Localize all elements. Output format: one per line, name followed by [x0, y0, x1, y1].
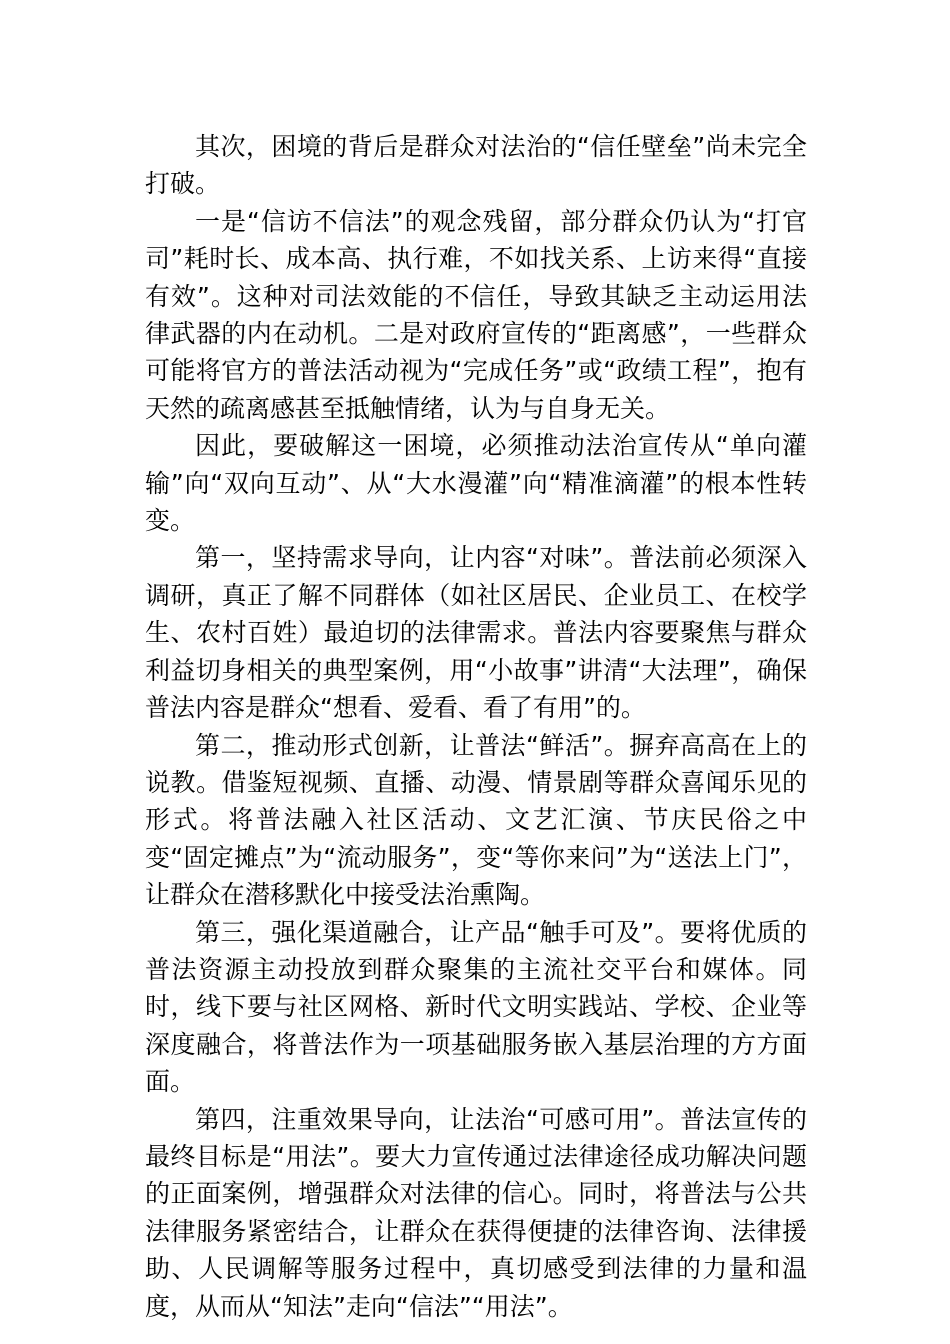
paragraph-second-form: 第二，推动形式创新，让普法“鲜活”。摒弃高高在上的说教。借鉴短视频、直播、动漫、情景剧等群众喜闻乐见的形式。将普法融入社区活动、文艺汇演、节庆民俗之中变“固定摊点”为“流动服务”，变“等你来问”为“送法上门”，让群众在潜移默化中接受法治熏陶。 — [145, 730, 807, 910]
paragraph-fourth-effect: 第四，注重效果导向，让法治“可感可用”。普法宣传的最终目标是“用法”。要大力宣传通过法律途径成功解决问题的正面案例，增强群众对法律的信心。同时，将普法与公共法律服务紧密结合，让群众在获得便捷的法律咨询、法律援助、人民调解等服务过程中，真切感受到法律的力量和温度，从而从“知法”走向“信法”“用法”。 — [145, 1104, 807, 1321]
paragraph-petition-distance: 一是“信访不信法”的观念残留，部分群众仍认为“打官司”耗时长、成本高、执行难，不如找关系、上访来得“直接有效”。这种对司法效能的不信任，导致其缺乏主动运用法律武器的内在动机。二是对政府宣传的“距离感”，一些群众可能将官方的普法活动视为“完成任务”或“政绩工程”，抱有天然的疏离感甚至抵触情绪，认为与自身无关。 — [145, 206, 807, 423]
paragraph-trust-barrier: 其次，困境的背后是群众对法治的“信任壁垒”尚未完全打破。 — [145, 132, 807, 199]
paragraph-third-channel: 第三，强化渠道融合，让产品“触手可及”。要将优质的普法资源主动投放到群众聚集的主流社交平台和媒体。同时，线下要与社区网格、新时代文明实践站、学校、企业等深度融合，将普法作为一项基础服务嵌入基层治理的方方面面。 — [145, 917, 807, 1097]
paragraph-first-demand: 第一，坚持需求导向，让内容“对味”。普法前必须深入调研，真正了解不同群体（如社区居民、企业员工、在校学生、农村百姓）最迫切的法律需求。普法内容要聚焦与群众利益切身相关的典型案例，用“小故事”讲清“大法理”，确保普法内容是群众“想看、爱看、看了有用”的。 — [145, 543, 807, 723]
paragraph-transformation: 因此，要破解这一困境，必须推动法治宣传从“单向灌输”向“双向互动”、从“大水漫灌”向“精准滴灌”的根本性转变。 — [145, 431, 807, 536]
document-page — [145, 128, 807, 1325]
